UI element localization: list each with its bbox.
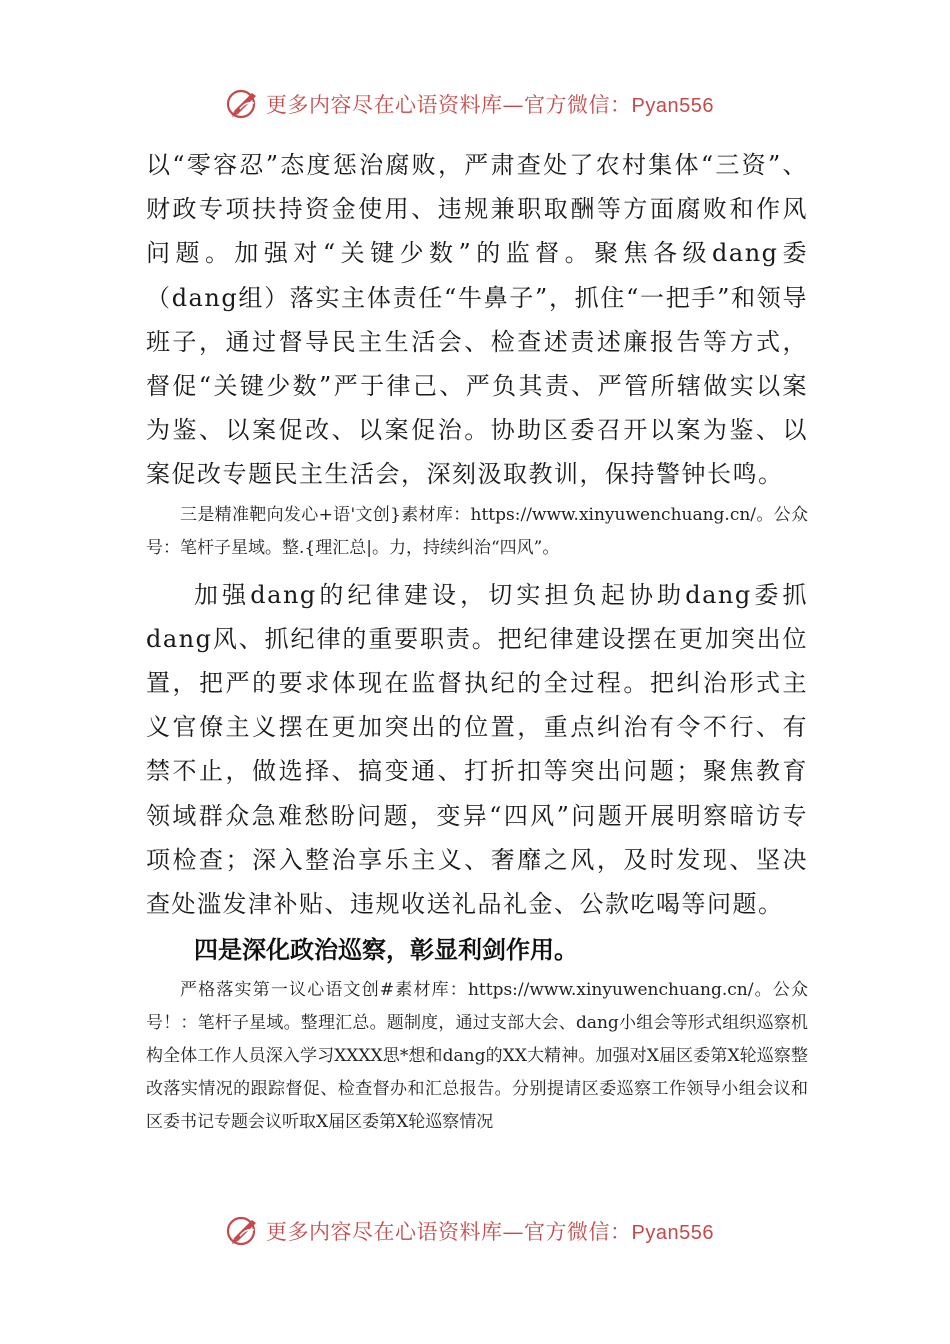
document-body bbox=[146, 143, 808, 1139]
pen-logo-icon bbox=[226, 87, 262, 121]
banner-label: 更多内容尽在心语资料库—官方微信： bbox=[266, 1220, 632, 1244]
banner-text bbox=[266, 1216, 714, 1246]
header-banner bbox=[0, 83, 950, 123]
banner-text bbox=[266, 89, 714, 119]
section-heading-4: 四是深化政治巡察，彰显利剑作用。 bbox=[194, 935, 578, 965]
paragraph-1: 以“零容忍”态度惩治腐败，严肃查处了农村集体“三资”、财政专项扶持资金使用、违规兼职取酬等方面腐败和作风问题。加强对“关键少数”的监督。聚焦各级dang委（dang组）落实主体责任“牛鼻子”，抓住“一把手”和领导班子，通过督导民主生活会、检查述责述廉报告等方式，督促“关键少数”严于律己、严负其责、严管所辖做实以案为鉴、以案促改、以案促治。协助区委召开以案为鉴、以案促改专题民主生活会，深刻汲取教训，保持警钟长鸣。 bbox=[146, 151, 808, 489]
paragraph-2: 三是精准靶向发心+语'文创}素材库：https://www.xinyuwenchuang.cn/。公众号：笔杆子星域。整.{理汇总|。力，持续纠治“四风”。 bbox=[146, 504, 808, 558]
wechat-id: Pyan556 bbox=[631, 1222, 714, 1244]
footer-banner bbox=[0, 1210, 950, 1250]
pen-logo-icon bbox=[226, 1214, 262, 1248]
paragraph-3: 加强dang的纪律建设，切实担负起协助dang委抓dang风、抓纪律的重要职责。把纪律建设摆在更加突出位置，把严的要求体现在监督执纪的全过程。把纠治形式主义官僚主义摆在更加突出的位置，重点纠治有令不行、有禁不止，做选择、搞变通、打折扣等突出问题；聚焦教育领域群众急难愁盼问题，变异“四风”问题开展明察暗访专项检查；深入整治享乐主义、奢靡之风，及时发现、坚决查处滥发津补贴、违规收送礼品礼金、公款吃喝等问题。 bbox=[146, 580, 808, 919]
banner-label: 更多内容尽在心语资料库—官方微信： bbox=[266, 93, 632, 117]
wechat-id: Pyan556 bbox=[631, 95, 714, 117]
paragraph-4: 严格落实第一议心语文创#素材库：https://www.xinyuwenchuang.cn/。公众号！：笔杆子星域。整理汇总。题制度，通过支部大会、dang小组会等形式组织巡察机构全体工作人员深入学习XXXX思*想和dang的XX大精神。加强对X届区委第X轮巡察整改落实情况的跟踪督促、检查督办和汇总报告。分别提请区委巡察工作领导小组会议和区委书记专题会议听取X届区委第X轮巡察情况 bbox=[146, 980, 808, 1133]
